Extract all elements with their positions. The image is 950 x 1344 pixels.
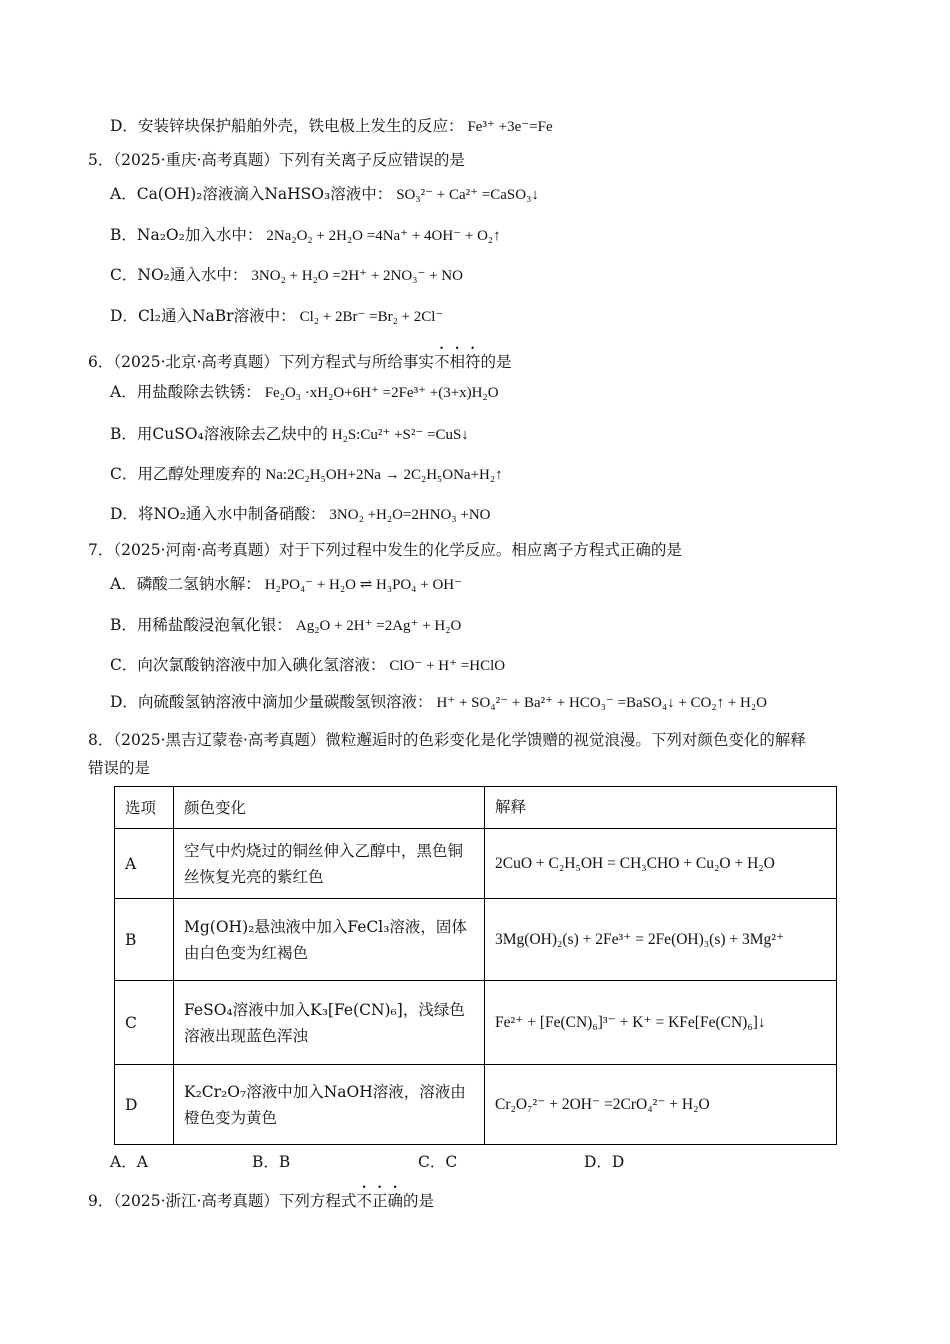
question-number: 8． xyxy=(88,731,114,749)
question-5 xyxy=(88,150,465,170)
option-5c xyxy=(110,265,463,286)
option-7d xyxy=(110,692,767,713)
option-7a xyxy=(110,574,462,595)
row-color-change: 空气中灼烧过的铜丝伸入乙醇中，黑色铜丝恢复光亮的紫红色 xyxy=(174,829,485,899)
question-number: 7． xyxy=(88,541,114,559)
header-explanation: 解释 xyxy=(485,787,837,829)
equation: Na:2C₂H₅OH+2Na → 2C₂H₅ONa+H₂↑ xyxy=(265,467,503,483)
table-header-row xyxy=(115,787,837,829)
option-label: B． xyxy=(110,226,137,244)
table-row xyxy=(115,899,837,981)
emphasis-text: 不相符 xyxy=(433,353,481,371)
equation: 3NO₂ + H₂O =2H⁺ + 2NO₃⁻ + NO xyxy=(251,268,463,284)
option-6c xyxy=(110,464,503,485)
option-6a xyxy=(110,382,499,403)
header-option: 选项 xyxy=(115,787,174,829)
option-4d xyxy=(110,116,553,137)
question-stem: （2025·北京·高考真题）下列方程式与所给事实 xyxy=(113,353,434,371)
question-9 xyxy=(88,1183,434,1211)
option-label: C． xyxy=(110,266,138,284)
question-7 xyxy=(88,540,682,560)
option-7c xyxy=(110,655,505,676)
question-stem: （2025·重庆·高考真题）下列有关离子反应错误的是 xyxy=(113,151,465,169)
option-text: Na₂O₂加入水中： xyxy=(136,226,263,244)
option-text: 向硫酸氢钠溶液中滴加少量碳酸氢钡溶液： xyxy=(137,693,433,711)
choice-b: B．B xyxy=(252,1153,291,1171)
option-text: 将NO₂通入水中制备硝酸： xyxy=(137,505,326,523)
emphasis-text: 不正确 xyxy=(356,1192,403,1210)
question-stem: （2025·河南·高考真题）对于下列过程中发生的化学反应。相应离子方程式正确的是 xyxy=(113,541,682,559)
option-text: Ca(OH)₂溶液滴入NaHSO₃溶液中： xyxy=(136,185,393,203)
equation: Fe³⁺ +3e⁻=Fe xyxy=(467,119,553,135)
table-row xyxy=(115,1065,837,1145)
option-text: 安装锌块保护船舶外壳，铁电极上发生的反应： xyxy=(137,117,464,135)
question-number: 6． xyxy=(88,353,114,371)
equation: SO₃²⁻ + Ca²⁺ =CaSO₃↓ xyxy=(396,187,539,203)
question-stem: （2025·黑吉辽蒙卷·高考真题）微粒邂逅时的色彩变化是化学馈赠的视觉浪漫。下列对颜色变化的解释 xyxy=(113,731,806,749)
option-5b xyxy=(110,225,501,246)
question-number: 5． xyxy=(88,151,114,169)
option-label: B． xyxy=(110,425,137,443)
option-5a xyxy=(110,184,539,205)
table-row xyxy=(115,981,837,1065)
question-stem-end: 错误的是 xyxy=(88,759,151,777)
option-text: 向次氯酸钠溶液中加入碘化氢溶液： xyxy=(137,656,386,674)
equation: 2Na₂O₂ + 2H₂O =4Na⁺ + 4OH⁻ + O₂↑ xyxy=(266,228,501,244)
equation: H⁺ + SO₄²⁻ + Ba²⁺ + HCO₃⁻ =BaSO₄↓ + CO₂↑ + H₂O xyxy=(436,695,767,711)
row-explanation: 3Mg(OH)₂(s) + 2Fe³⁺ = 2Fe(OH)₃(s) + 3Mg²⁺ xyxy=(485,899,837,981)
option-label: C． xyxy=(110,465,138,483)
option-6d xyxy=(110,504,490,525)
equation: H₂S:Cu²⁺ +S²⁻ =CuS↓ xyxy=(331,427,469,443)
option-label: A． xyxy=(110,575,137,593)
choice-c: C．C xyxy=(418,1153,458,1171)
equation: ClO⁻ + H⁺ =HClO xyxy=(389,658,506,674)
question-stem-end: 的是 xyxy=(480,353,512,371)
question-stem-end: 的是 xyxy=(402,1192,434,1210)
option-label: B． xyxy=(110,616,137,634)
option-text: 用CuSO₄溶液除去乙炔中的 xyxy=(136,425,328,443)
question-stem: （2025·浙江·高考真题）下列方程式 xyxy=(113,1192,357,1210)
option-label: D． xyxy=(110,117,138,135)
option-text: Cl₂通入NaBr溶液中： xyxy=(137,307,296,325)
option-label: D． xyxy=(110,505,138,523)
question-8 xyxy=(88,730,806,750)
row-color-change: Mg(OH)₂悬浊液中加入FeCl₃溶液，固体由白色变为红褐色 xyxy=(174,899,485,981)
equation: Ag₂O + 2H⁺ =2Ag⁺ + H₂O xyxy=(295,618,462,634)
row-explanation: Fe²⁺ + [Fe(CN)₆]³⁻ + K⁺ = KFe[Fe(CN)₆]↓ xyxy=(485,981,837,1065)
equation: Cl₂ + 2Br⁻ =Br₂ + 2Cl⁻ xyxy=(299,309,444,325)
option-5d xyxy=(110,306,443,327)
option-label: A． xyxy=(110,185,137,203)
row-option: A xyxy=(115,829,174,899)
equation: 3NO₂ +H₂O=2HNO₃ +NO xyxy=(329,507,491,523)
question-8-cont xyxy=(88,758,150,778)
row-explanation: Cr₂O₇²⁻ + 2OH⁻ =2CrO₄²⁻ + H₂O xyxy=(485,1065,837,1145)
row-color-change: K₂Cr₂O₇溶液中加入NaOH溶液，溶液由橙色变为黄色 xyxy=(174,1065,485,1145)
answer-table xyxy=(114,786,837,1145)
table-row xyxy=(115,829,837,899)
option-text: 用稀盐酸浸泡氧化银： xyxy=(136,616,292,634)
option-6b xyxy=(110,424,469,445)
row-option: D xyxy=(115,1065,174,1145)
option-text: 用乙醇处理废弃的 xyxy=(137,465,262,483)
option-text: 用盐酸除去铁锈： xyxy=(136,383,261,401)
row-explanation: 2CuO + C₂H₅OH = CH₃CHO + Cu₂O + H₂O xyxy=(485,829,837,899)
option-label: D． xyxy=(110,307,138,325)
choice-a: A．A xyxy=(110,1153,148,1171)
question-6 xyxy=(88,344,511,372)
option-label: C． xyxy=(110,656,138,674)
row-option: B xyxy=(115,899,174,981)
row-color-change: FeSO₄溶液中加入K₃[Fe(CN)₆]，浅绿色溶液出现蓝色浑浊 xyxy=(174,981,485,1065)
choice-d: D．D xyxy=(584,1153,625,1171)
equation: H₂PO₄⁻ + H₂O ⇌ H₃PO₄ + OH⁻ xyxy=(264,577,463,593)
row-option: C xyxy=(115,981,174,1065)
question-number: 9． xyxy=(88,1192,114,1210)
option-label: D． xyxy=(110,693,138,711)
option-text: NO₂通入水中： xyxy=(137,266,248,284)
option-text: 磷酸二氢钠水解： xyxy=(136,575,261,593)
option-label: A． xyxy=(110,383,137,401)
equation: Fe₂O₃ ·xH₂O+6H⁺ =2Fe³⁺ +(3+x)H₂O xyxy=(264,385,499,401)
option-7b xyxy=(110,615,461,636)
header-color-change: 颜色变化 xyxy=(174,787,485,829)
